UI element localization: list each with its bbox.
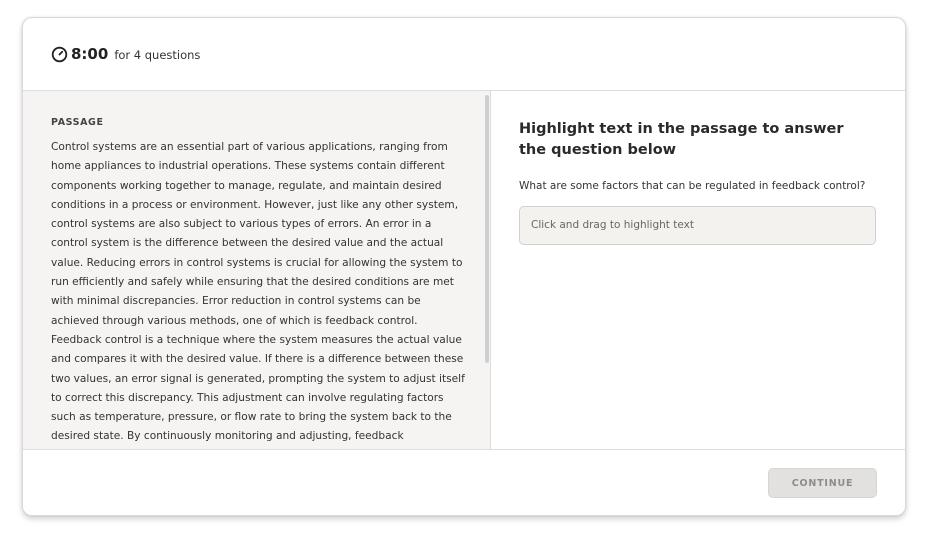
footer-bar [23, 449, 905, 515]
question-pane [491, 91, 905, 449]
passage-scrollbar[interactable] [485, 95, 489, 363]
passage-text[interactable]: Control systems are an essential part of various applications, ranging from home appliances to industrial operations. These systems contain different components working together to manage, regulate, and maintain desired conditions in a process or environment. However, just like any other system, control systems are also subject to various types of errors. An error in a control system is the difference between the desired value and the actual value. Reducing errors in control systems is crucial for allowing the system to run efficiently and safely while ensuring that the desired conditions are met with minimal discrepancies. Error reduction in control systems can be achieved through various methods, one of which is feedback control. Feedback control is a technique where the system measures the actual value and compares it with the desired value. If there is a difference between these two values, an error signal is generated, prompting the system to adjust itself to correct this discrepancy. This adjustment can involve regulating factors such as temperature, pressure, or flow rate to bring the system back to the desired state. By continuously monitoring and adjusting, feedback [51, 141, 465, 443]
passage-label: PASSAGE [51, 117, 104, 128]
header-bar [23, 18, 905, 91]
timer-description: for 4 questions [114, 47, 201, 62]
highlight-answer-field[interactable]: Click and drag to highlight text [519, 206, 876, 245]
timer [51, 44, 200, 64]
timer-time: 8:00 [71, 45, 109, 63]
stopwatch-icon [51, 46, 68, 63]
question-text: What are some factors that can be regulated in feedback control? [519, 180, 866, 192]
question-heading: Highlight text in the passage to answer the question below [519, 121, 844, 158]
question-card [22, 17, 906, 516]
passage-pane[interactable] [23, 91, 491, 449]
continue-button[interactable]: CONTINUE [768, 468, 877, 498]
